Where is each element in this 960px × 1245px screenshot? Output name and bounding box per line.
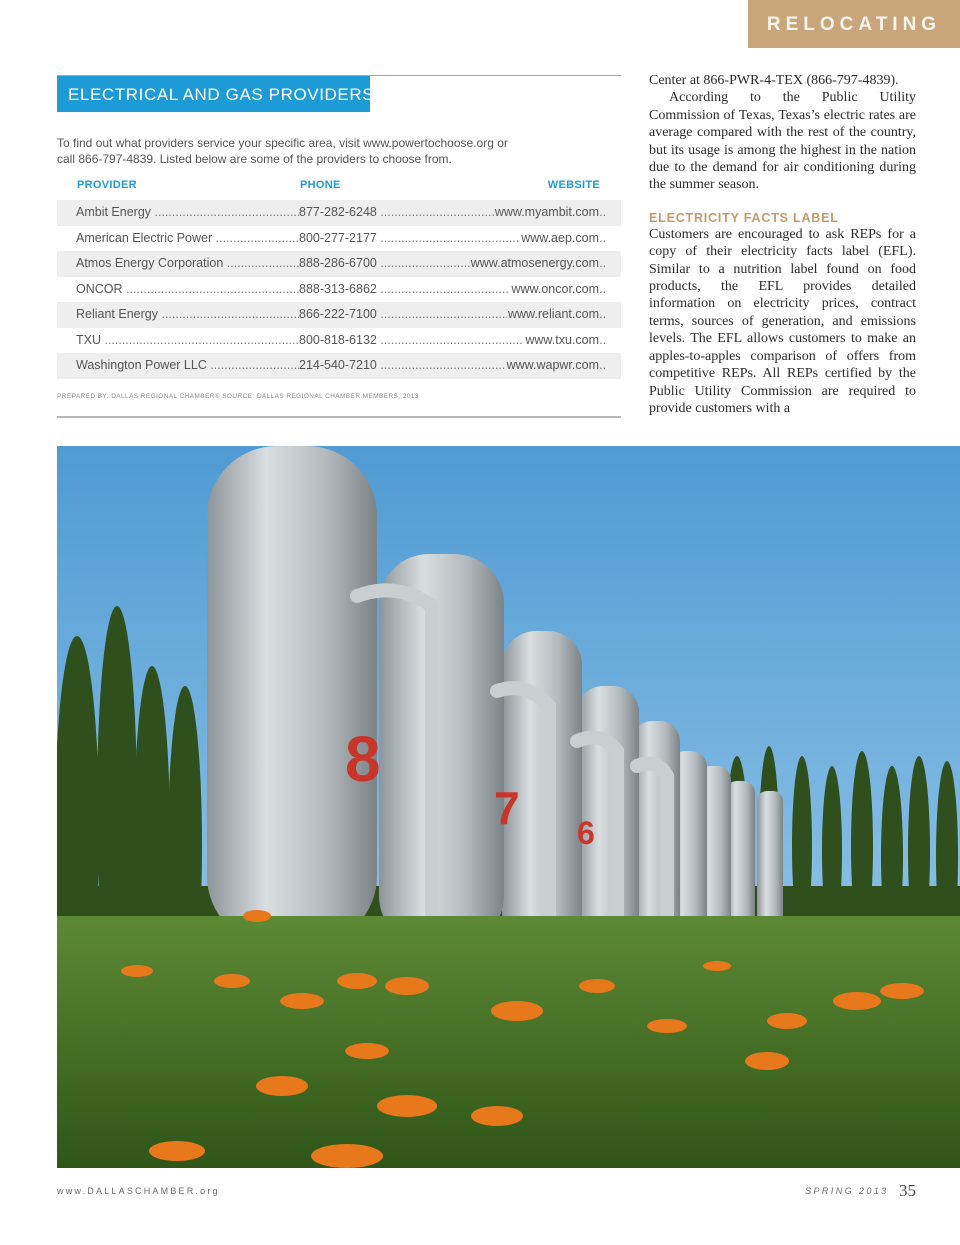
tank-number: 8 <box>345 723 381 795</box>
provider-name: TXU ..... <box>76 328 299 354</box>
box-bottom-rule <box>57 416 621 418</box>
provider-website-link[interactable]: www.aep.com <box>520 226 599 252</box>
column-header-provider: PROVIDER <box>77 179 137 191</box>
provider-website-link[interactable]: www.oncor.com <box>510 277 599 303</box>
provider-name: American Electric Power ..... <box>76 226 299 252</box>
provider-phone: 888-313-6862 ..... <box>299 277 606 303</box>
provider-phone: 877-282-6248 ..... <box>299 200 606 226</box>
provider-name: Ambit Energy ..... <box>76 200 299 226</box>
provider-name: Atmos Energy Corporation ..... <box>76 251 299 277</box>
providers-intro: To find out what providers service your specific area, visit www.powertochoose.org or call 866-797-4839. Listed below are some of the providers to choose from. <box>57 136 508 166</box>
section-tab: RELOCATING <box>748 0 960 48</box>
storage-tanks-photo <box>57 446 960 1168</box>
table-row <box>57 226 621 252</box>
photo-illustration <box>57 446 960 1168</box>
provider-phone: 800-818-6132 ..... <box>299 328 606 354</box>
providers-table <box>57 200 621 379</box>
issue-label: SPRING 2013 <box>805 1186 889 1196</box>
provider-website-link[interactable]: www.atmosenergy.com <box>470 251 599 277</box>
column-header-website: WEBSITE <box>547 179 600 191</box>
table-row <box>57 251 621 277</box>
provider-phone: 214-540-7210 ..... <box>299 353 606 379</box>
provider-website-link[interactable]: www.reliant.com <box>507 302 599 328</box>
table-row <box>57 200 621 226</box>
table-row <box>57 353 621 379</box>
tank-number: 6 <box>577 815 595 851</box>
provider-name: Washington Power LLC ..... <box>76 353 299 379</box>
provider-name: ONCOR ..... <box>76 277 299 303</box>
table-row <box>57 302 621 328</box>
article-column <box>649 72 916 417</box>
article-paragraph: Center at 866-PWR-4-TEX (866-797-4839). <box>649 73 899 88</box>
article-paragraph: According to the Public Utility Commission of Texas, Texas’s electric rates are average compared with the rest of the country, but its usage is among the highest in the nation due to the demand for air conditioning during the summer season. <box>649 90 916 193</box>
article-paragraph: Customers are encouraged to ask REPs for a copy of their electricity facts label (EFL). Similar to a nutrition label found on food products, the EFL provides detailed information on electricity prices, contract terms, sources of generation, and emissions levels. The EFL allows customers to make an apples-to-apples comparison of offers from competitive REPs. All REPs certified by the Public Utility Commission are required to provide customers with a <box>649 226 916 416</box>
provider-website-link[interactable]: www.wapwr.com <box>506 353 599 379</box>
footer-website: www.DALLASCHAMBER.org <box>57 1186 220 1196</box>
providers-box <box>57 75 621 418</box>
provider-name: Reliant Energy ..... <box>76 302 299 328</box>
footer-issue-info <box>805 1181 916 1201</box>
table-row <box>57 277 621 303</box>
provider-website-link[interactable]: www.txu.com <box>524 328 599 354</box>
page-number: 35 <box>899 1181 916 1200</box>
provider-phone: 800-277-2177 ..... <box>299 226 606 252</box>
meadow <box>57 916 960 1168</box>
provider-phone: 888-286-6700 ..... <box>299 251 606 277</box>
tank-number: 7 <box>494 782 520 834</box>
providers-box-title: ELECTRICAL AND GAS PROVIDERS <box>57 76 370 112</box>
article-subheading: ELECTRICITY FACTS LABEL <box>649 210 839 225</box>
provider-website-link[interactable]: www.myambit.com <box>494 200 599 226</box>
provider-phone: 866-222-7100 ..... <box>299 302 606 328</box>
table-row <box>57 328 621 354</box>
table-credit: PREPARED BY: DALLAS REGIONAL CHAMBER® SOURCE: DALLAS REGIONAL CHAMBER MEMBERS, 2013 <box>57 393 419 400</box>
column-header-phone: PHONE <box>300 179 341 191</box>
